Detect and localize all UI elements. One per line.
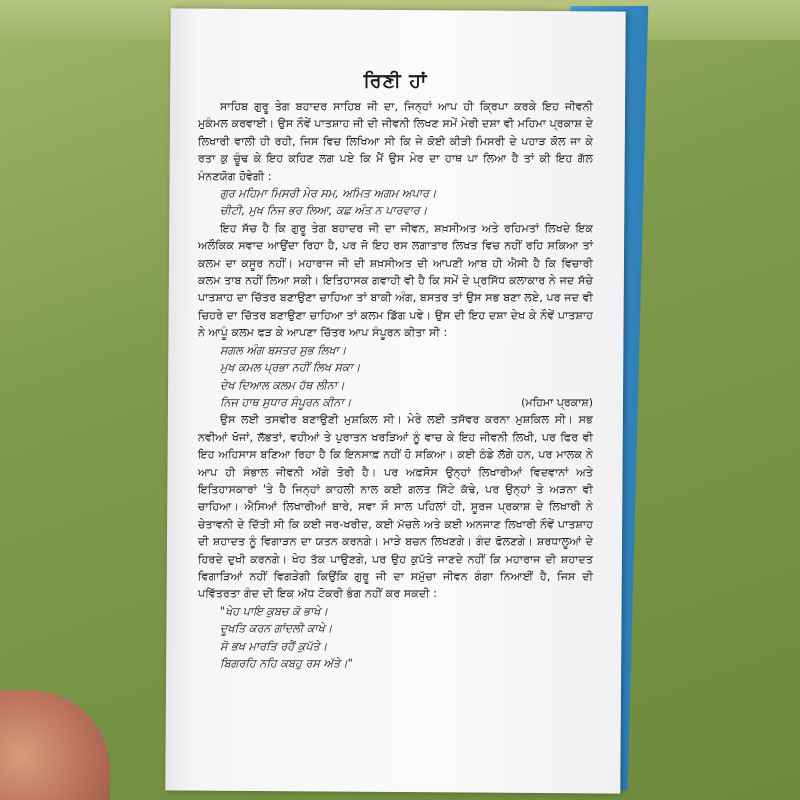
paragraph-1: ਸਾਹਿਬ ਗੁਰੂ ਤੇਗ ਬਹਾਦਰ ਸਾਹਿਬ ਜੀ ਦਾ, ਜਿਨ੍ਹਾਂ ਆਪ ਹੀ ਕ੍ਰਿਪਾ ਕਰਕੇ ਇਹ ਜੀਵਨੀ ਮੁਕੰਮਲ ਕਰਵਾਈ। ਉਸ ਨੌਵੇਂ ਪਾਤਸ਼ਾਹ ਜੀ ਦੀ ਜੀਵਨੀ ਲਿਖਣ ਸਮੇਂ ਮੇਰੀ ਦਸ਼ਾ ਵੀ ਮਹਿਮਾ ਪ੍ਰਕਾਸ਼ ਦੇ ਲਿਖਾਰੀ ਵਾਲੀ ਹੀ ਰਹੀ, ਜਿਸ ਵਿਚ ਲਿਖਿਆ ਸੀ ਕਿ ਜੇ ਕੋਈ ਕੀੜੀ ਮਿਸਰੀ ਦੇ ਪਹਾੜ ਕੋਲ ਜਾ ਕੇ ਰਤਾ ਕੁ ਚੂੰਢ ਕੇ ਇਹ ਕਹਿਣ ਲਗ ਪਏ ਕਿ ਮੈਂ ਉਸ ਮੇਰ ਦਾ ਹਾਥ ਪਾ ਲਿਆ ਹੈ ਤਾਂ ਕੀ ਇਹ ਗੱਲ ਮੰਨਣਯੋਗ ਹੋਵੇਗੀ : [198, 100, 593, 183]
verse-line: "ਖੇਹ ਪਾਇ ਕੁਬਚ ਕੋ ਭਾਖੇ। [220, 604, 328, 618]
verse-block-1 [198, 185, 593, 220]
verse-line: ਬਿਗਰਹਿ ਨਹਿ ਕਬਹੁ ਰਸ ਅੱਤੇ।" [220, 657, 353, 670]
verse-line: ਮੁਖ ਕਮਲ ਪ੍ਰਭਾ ਨਹੀਂ ਲਿਖ ਸਕਾ। [220, 361, 361, 375]
thumb [0, 690, 110, 800]
verse-line: ਨਿਜ ਹਾਥ ਸੁਧਾਰ ਸੰਪੂਰਨ ਕੀਨਾ। [220, 395, 352, 409]
citation: (ਮਹਿਮਾ ਪ੍ਰਕਾਸ਼) [521, 396, 593, 410]
paragraph-2: ਇਹ ਸੱਚ ਹੈ ਕਿ ਗੁਰੂ ਤੇਗ ਬਹਾਦਰ ਜੀ ਦਾ ਜੀਵਨ, ਸ਼ਖ਼ਸੀਅਤ ਅਤੇ ਰਹਿਮਤਾਂ ਲਿਖਦੇ ਇਕ ਅਲੌਕਿਕ ਸਵਾਦ ਆਉਂਦਾ ਰਿਹਾ ਹੈ, ਪਰ ਜੋ ਇਹ ਰਸ ਲਗਾਤਾਰ ਲਿਖਤ ਵਿਚ ਨਹੀਂ ਰਹਿ ਸਕਿਆ ਤਾਂ ਕਲਮ ਦਾ ਕਸੂਰ ਨਹੀਂ। ਮਹਾਰਾਜ ਜੀ ਦੀ ਸ਼ਖ਼ਸੀਅਤ ਦੀ ਆਪਣੀ ਆਬ ਹੀ ਐਸੀ ਹੈ ਕਿ ਵਿਚਾਰੀ ਕਲਮ ਤਾਬ ਨਹੀਂ ਲਿਆ ਸਕੀ। ਇਤਿਹਾਸਕ ਗਵਾਹੀ ਵੀ ਹੈ ਕਿ ਸਮੇਂ ਦੇ ਪ੍ਰਸਿੱਧ ਕਲਾਕਾਰ ਨੇ ਜਦ ਸੱਚੇ ਪਾਤਸ਼ਾਹ ਦਾ ਚਿੱਤਰ ਬਣਾਉਣਾ ਚਾਹਿਆ ਤਾਂ ਬਾਕੀ ਅੰਗ, ਬਸਤਰ ਤਾਂ ਉਸ ਸਭ ਬਣਾ ਲਏ, ਪਰ ਜਦ ਵੀ ਚਿਹਰੇ ਦਾ ਚਿੱਤਰ ਬਣਾਉਣਾ ਚਾਹਿਆ ਤਾਂ ਕਲਮ ਡਿੱਗ ਪਵੇ। ਉਸ ਦੀ ਇਹ ਦਸ਼ਾ ਦੇਖ ਕੇ ਨੌਵੇਂ ਪਾਤਸ਼ਾਹ ਨੇ ਆਪੂੰ ਕਲਮ ਫੜ ਕੇ ਆਪਣਾ ਚਿੱਤਰ ਆਪ ਸੰਪੂਰਨ ਕੀਤਾ ਸੀ : [198, 221, 593, 340]
verse-line: ਸੋ ਭਖ ਮਾਰਤਿ ਰਹੈਂ ਕੁਪੱਤੇ। [220, 639, 328, 653]
page-title: ਰਿਣੀ ਹਾਂ [363, 70, 428, 92]
verse-line: ਗੁਰ ਮਹਿਮਾ ਮਿਸਰੀ ਮੇਰ ਸਮ, ਅਮਿਤ ਅਗਮ ਅਪਾਰ। [220, 187, 437, 201]
paragraph-3: ਉਸ ਲਈ ਤਸਵੀਰ ਬਣਾਉਣੀ ਮੁਸ਼ਕਿਲ ਸੀ। ਮੇਰੇ ਲਈ ਤਸੱਵਰ ਕਰਨਾ ਮੁਸ਼ਕਿਲ ਸੀ। ਸਭ ਨਵੀਆਂ ਖੋਜਾਂ, ਲੱਭਤਾਂ, ਵਹੀਆਂ ਤੇ ਪੁਰਾਤਨ ਖਰੜਿਆਂ ਨੂੰ ਵਾਚ ਕੇ ਇਹ ਜੀਵਨੀ ਲਿਖੀ, ਪਰ ਫਿਰ ਵੀ ਇਹ ਅਹਿਸਾਸ ਬਣਿਆ ਰਿਹਾ ਹੈ ਕਿ ਇਨਸਾਫ਼ ਨਹੀਂ ਹੋ ਸਕਿਆ। ਕਈ ਠੰਡੇ ਲੱਗੇ ਹਨ, ਪਰ ਮਾਲਕ ਨੇ ਆਪ ਹੀ ਸੰਭਾਲ ਜੀਵਨੀ ਅੱਗੇ ਤੋਰੀ ਹੈ। ਪਰ ਅਫ਼ਸੋਸ ਉਨ੍ਹਾਂ ਲਿਖਾਰੀਆਂ ਵਿਦਵਾਨਾਂ ਅਤੇ ਇਤਿਹਾਸਕਾਰਾਂ 'ਤੇ ਹੈ ਜਿਨ੍ਹਾਂ ਕਾਹਲੀ ਨਾਲ ਕਈ ਗਲਤ ਸਿੱਟੇ ਕੱਢੇ, ਪਰ ਉਨ੍ਹਾਂ ਤੇ ਅੜਨਾ ਵੀ ਚਾਹਿਆ। ਐਸਿਆਂ ਲਿਖਾਰੀਆਂ ਬਾਰੇ, ਸਵਾ ਸੌ ਸਾਲ ਪਹਿਲਾਂ ਹੀ, ਸੂਰਜ ਪ੍ਰਕਾਸ਼ ਦੇ ਲਿਖਾਰੀ ਨੇ ਚੇਤਾਵਨੀ ਦੇ ਦਿੱਤੀ ਸੀ ਕਿ ਕਈ ਜਰ-ਖਰੀਦ, ਕਈ ਮੱਚਲੇ ਅਤੇ ਕਈ ਅਨਜਾਣ ਲਿਖਾਰੀ ਨੌਵੇਂ ਪਾਤਸ਼ਾਹ ਦੀ ਸ਼ਹਾਦਤ ਨੂੰ ਵਿਗਾੜਨ ਦਾ ਯਤਨ ਕਰਨਗੇ। ਮਾੜੇ ਬਚਨ ਲਿਖਣਗੇ। ਗੰਦ ਫੋਲਣਗੇ। ਸ਼ਰਧਾਲੂਆਂ ਦੇ ਹਿਰਦੇ ਦੁਖੀ ਕਰਨਗੇ। ਖੇਹ ਤੱਕ ਪਾਉਣਗੇ, ਪਰ ਉਹ ਕੁਪੱਤੇ ਜਾਣਦੇ ਨਹੀਂ ਕਿ ਮਹਾਰਾਜ ਦੀ ਸ਼ਹਾਦਤ ਵਿਗਾੜਿਆਂ ਨਹੀਂ ਵਿਗੜੇਗੀ ਕਿਉਂਕਿ ਗੁਰੂ ਜੀ ਦਾ ਸਮੁੱਚਾ ਜੀਵਨ ਗੰਗਾ ਨਿਆਈਂ ਹੈ, ਜਿਸ ਦੀ ਪਵਿੱਤਰਤਾ ਗੰਦ ਦੀ ਇਕ ਅੱਧ ਟੋਕਰੀ ਭੰਗ ਨਹੀਂ ਕਰ ਸਕਦੀ : [198, 413, 593, 601]
page-content [198, 70, 593, 672]
verse-line: ਚੀਟੀ, ਮੁਖ ਨਿਜ ਭਰ ਲਿਆ, ਕਛ ਅੰਤ ਨ ਪਾਰਵਾਰ। [220, 204, 428, 218]
verse-line: ਦੇਖ ਦਿਆਲ ਕਲਮ ਹੱਥ ਲੀਨਾ। [220, 378, 345, 392]
verse-line: ਦੂਖਤਿ ਕਰਨ ਗਾਂਦਲੀ ਕਾਖੇ। [220, 622, 333, 636]
verse-line: ਸਗਲ ਅੰਗ ਬਸਤਰ ਸੁਭ ਲਿਖਾ। [220, 343, 347, 357]
verse-block-3 [198, 603, 593, 673]
